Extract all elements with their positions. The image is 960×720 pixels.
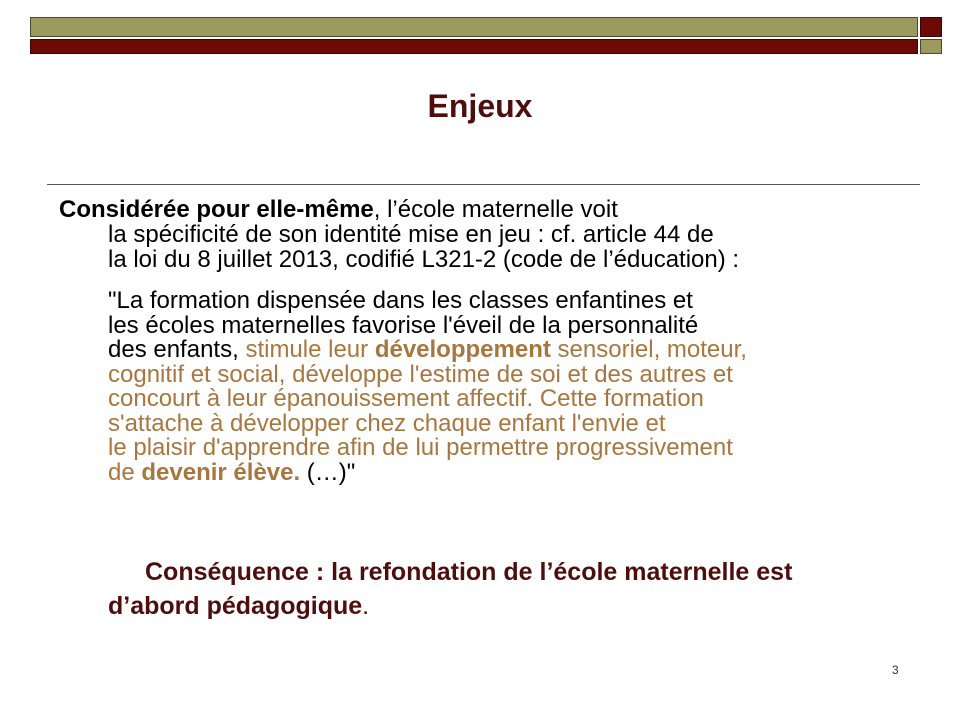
intro-bold-lead: Considérée pour elle-même (59, 196, 374, 223)
consequence-statement (108, 555, 792, 623)
quote-line-5: concourt à leur épanouissement affectif. Cette formation (108, 385, 704, 412)
page-number: 3 (892, 663, 899, 677)
intro-line-2: la spécificité de son identité mise en jeu : cf. article 44 de (108, 221, 714, 248)
consequence-line-2 (108, 589, 792, 623)
quote-line-1: "La formation dispensée dans les classes enfantines et (108, 287, 693, 314)
quote-line-4: cognitif et social, développe l'estime de soi et des autres et (108, 360, 733, 388)
header-band-maroon (30, 39, 918, 54)
quote-line3-bold: développement (374, 336, 551, 363)
quote-line3-plain: des enfants, (108, 336, 246, 363)
intro-line-3: la loi du 8 juillet 2013, codifié L321-2 (code de l’éducation) : (108, 246, 740, 273)
quote-line-2: les écoles maternelles favorise l'éveil de la personnalité (108, 311, 699, 339)
slide-title: Enjeux (427, 88, 533, 124)
intro-line-1 (59, 197, 739, 222)
law-quote (108, 289, 747, 485)
corner-square-maroon (920, 17, 942, 37)
quote-line8-bold: devenir élève. (141, 458, 301, 486)
intro-paragraph (59, 197, 739, 272)
consequence-line2-text: d’abord pédagogique (108, 592, 363, 620)
quote-line8-tan: de (108, 458, 142, 486)
consequence-line-1: Conséquence : la refondation de l’école maternelle est (145, 558, 793, 586)
quote-line8-plain: (…)" (300, 458, 356, 486)
quote-line3-tan-end: sensoriel, moteur, (550, 336, 747, 363)
quote-line-7: le plaisir d'apprendre afin de lui permettre progressivement (108, 434, 733, 461)
quote-line-8 (108, 458, 747, 486)
intro-line1-rest: , l’école maternelle voit (373, 196, 618, 223)
quote-line-6: s'attache à développer chez chaque enfant l'envie et (108, 409, 666, 437)
title-divider (47, 184, 920, 185)
quote-line3-tan: stimule leur (245, 336, 375, 363)
header-band-olive (30, 17, 918, 37)
corner-square-olive (920, 39, 942, 54)
quote-line-3 (108, 338, 747, 363)
consequence-line2-end: . (362, 592, 370, 620)
